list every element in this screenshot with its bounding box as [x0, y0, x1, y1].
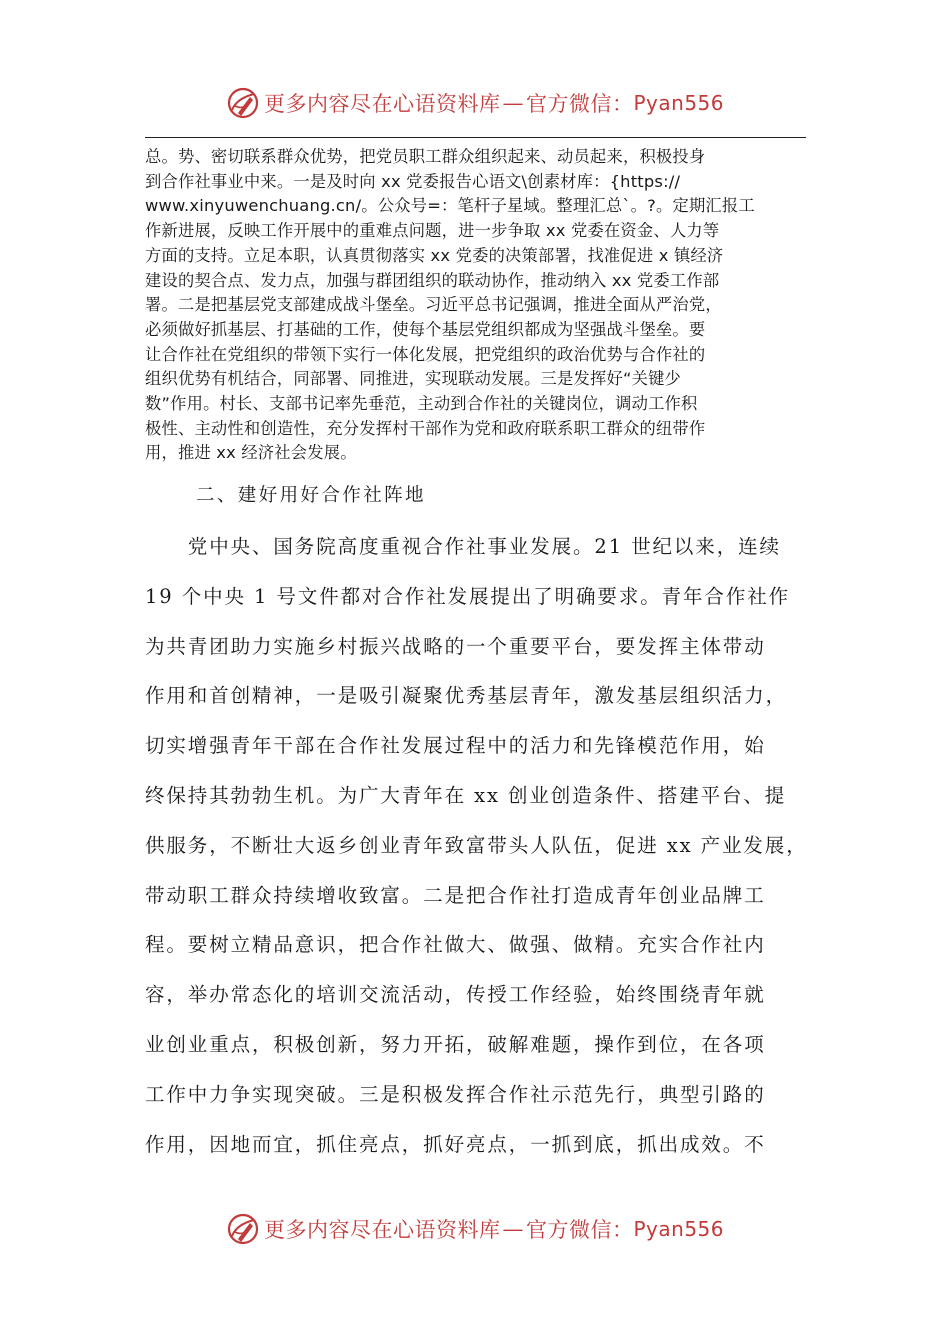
text-line: 带动职工群众持续增收致富。二是把合作社打造成青年创业品牌工	[145, 883, 766, 907]
text-line: 业创业重点，积极创新，努力开拓，破解难题，操作到位，在各项	[145, 1032, 766, 1056]
text-line: 终保持其勃勃生机。为广大青年在 xx 创业创造条件、搭建平台、提	[145, 783, 787, 807]
header-divider	[145, 137, 806, 138]
pen-nib-swirl-icon	[226, 86, 260, 120]
watermark-official: 官方微信：	[525, 1218, 634, 1242]
text-line: 作用和首创精神，一是吸引凝聚优秀基层青年，激发基层组织活力，	[145, 684, 788, 708]
watermark-wechat-id: Pyan556	[633, 1217, 724, 1241]
watermark-wechat-id: Pyan556	[633, 91, 724, 115]
header-watermark	[0, 83, 950, 123]
section-heading: 二、建好用好合作社阵地	[196, 485, 426, 506]
watermark-official: 官方微信：	[525, 92, 634, 116]
text-line: 程。要树立精品意识，把合作社做大、做强、做精。充实合作社内	[145, 933, 766, 957]
text-line: 19 个中央 1 号文件都对合作社发展提出了明确要求。青年合作社作	[145, 584, 791, 608]
footer-watermark	[0, 1209, 950, 1249]
paragraph-cooperative	[145, 522, 825, 1169]
watermark-dash: —	[502, 91, 524, 115]
watermark-brand: 更多内容尽在心语资料库	[263, 92, 501, 116]
watermark-brand: 更多内容尽在心语资料库	[263, 1218, 501, 1242]
text-line: 切实增强青年干部在合作社发展过程中的活力和先锋模范作用，始	[145, 734, 766, 758]
text-line: 作用，因地而宜，抓住亮点，抓好亮点，一抓到底，抓出成效。不	[145, 1132, 766, 1156]
text-line: 供服务，不断壮大返乡创业青年致富带头人队伍，促进 xx 产业发展，	[145, 833, 808, 857]
text-line: 为共青团助力实施乡村振兴战略的一个重要平台，要发挥主体带动	[145, 634, 766, 658]
text-line: 工作中力争实现突破。三是积极发挥合作社示范先行，典型引路的	[145, 1082, 766, 1106]
text-line: 党中央、国务院高度重视合作社事业发展。21 世纪以来，连续	[145, 535, 781, 558]
pen-nib-swirl-icon	[226, 1212, 260, 1246]
text-line: 容，举办常态化的培训交流活动，传授工作经验，始终围绕青年就	[145, 983, 766, 1007]
paragraph-intro: 总。势、密切联系群众优势，把党员职工群众组织起来、动员起来，积极投身 到合作社事业中来。一是及时向 xx 党委报告心语文\创素材库：{https:// www.xinyuwenchuang.cn/。公众号=：笔杆子星域。整理汇总`。?。定期汇报工 作新进展，反映工作开展中的重难点问题，进一步争取 xx 党委在资金、人力等 方面的支持。立足本职，认真贯彻落实 xx 党委的决策部署，找准促进 x 镇经济 建设的契合点、发力点，加强与群团组织的联动协作，推动纳入 xx 党委工作部 署。二是把基层党支部建成战斗堡垒。习近平总书记强调，推进全面从严治党， 必须做好抓基层、打基础的工作，使每个基层党组织都成为坚强战斗堡垒。要 让合作社在党组织的带领下实行一体化发展，把党组织的政治优势与合作社的 组织优势有机结合，同部署、同推进，实现联动发展。三是发挥好“关键少 数”作用。村长、支部书记率先垂范，主动到合作社的关键岗位，调动工作积 极性、主动性和创造性，充分发挥村干部作为党和政府联系职工群众的纽带作 用，推进 xx 经济社会发展。	[145, 147, 755, 463]
watermark-dash: —	[502, 1217, 524, 1241]
